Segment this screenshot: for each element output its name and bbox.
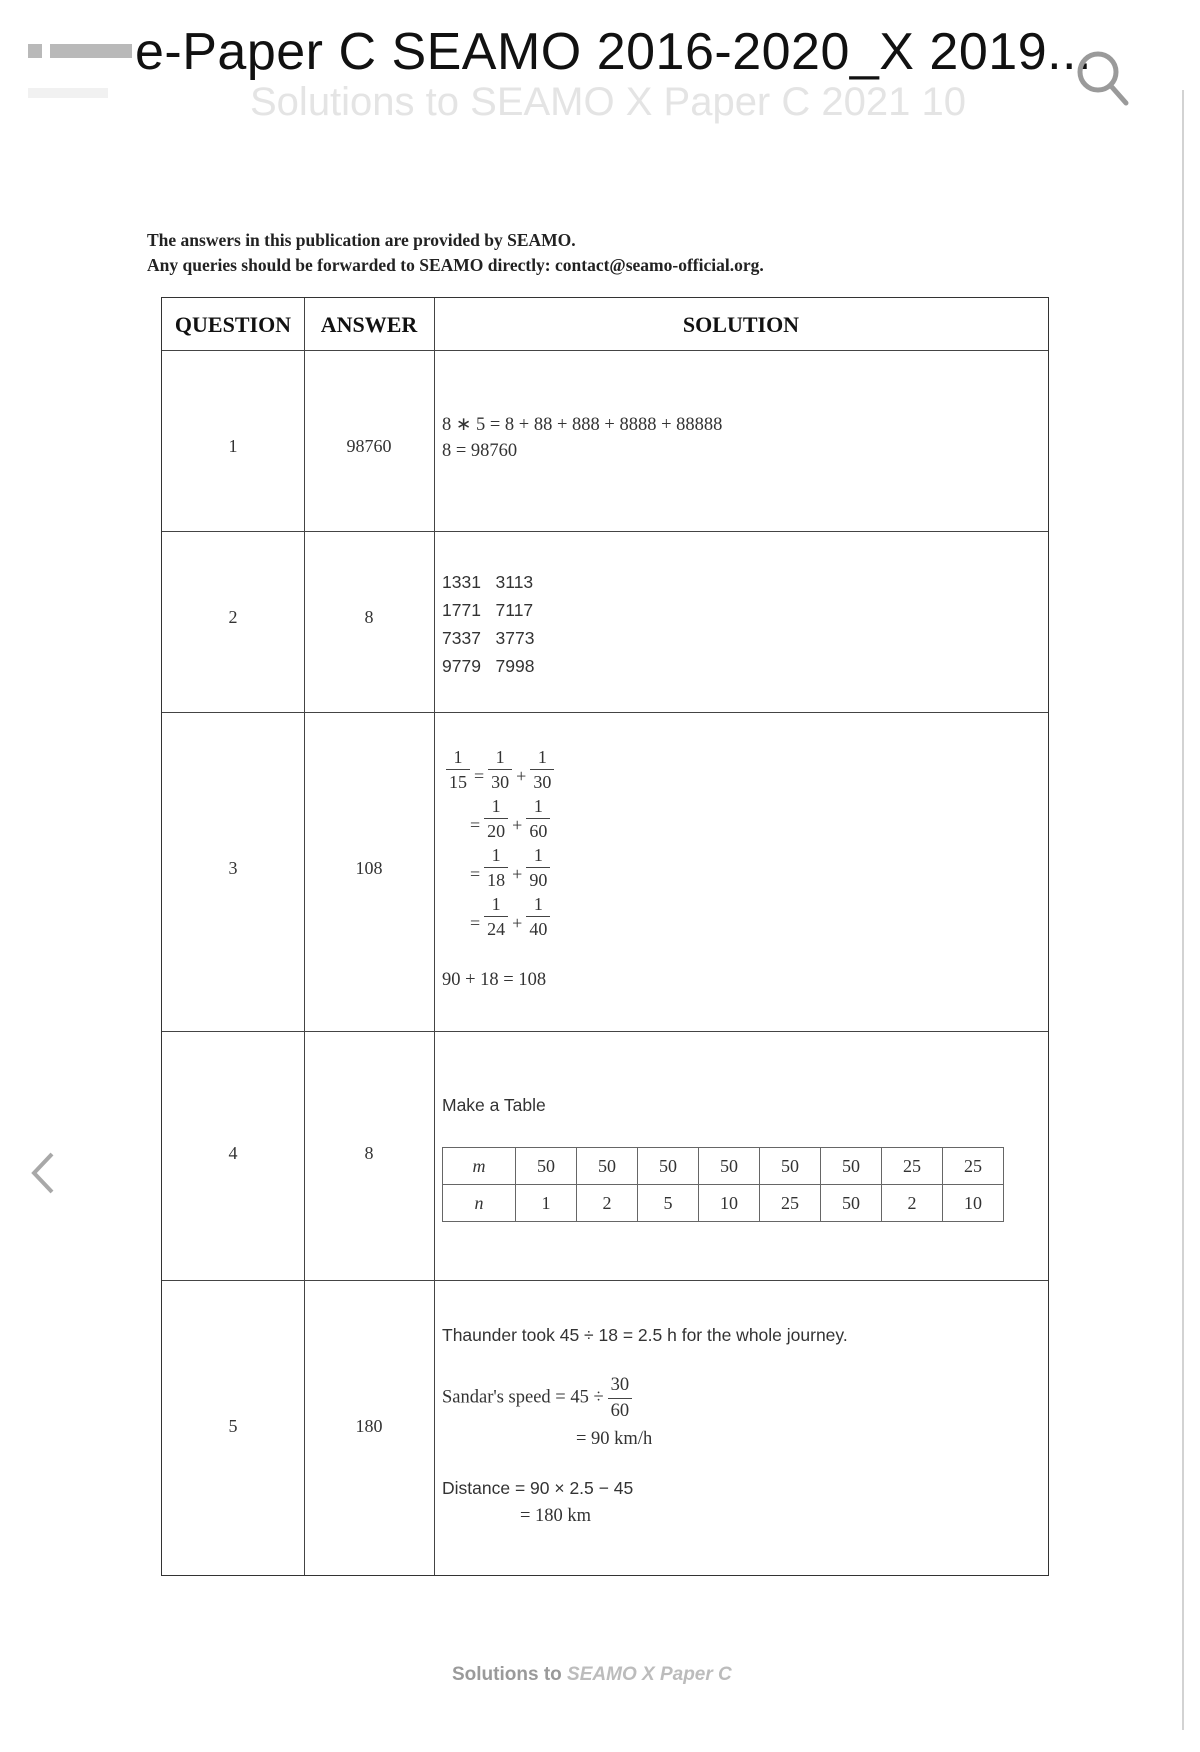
notice-line: The answers in this publication are provided by SEAMO. [147,230,576,250]
header-question: QUESTION [174,312,292,337]
header-answer: ANSWER [320,312,418,337]
question-number: 3 [228,858,238,878]
number-pair: 9779 7998 [442,656,535,676]
fraction-derivation: $\frac{1}{15}$ = $\frac{1}{30}$ + $\frac{1}{30}$ = $\frac{1}{20}$ + $\frac{1}{60}$ = $\frac{1}{18}$ + $\frac{1}{90}$ = $\frac{1}{24}$ + $\frac{1}{40}$ [442,748,642,948]
footer-text: Solutions to [452,1664,562,1685]
number-pair: 1331 3113 [442,572,534,592]
scrollbar-track[interactable] [1182,90,1184,1730]
question-number: 1 [228,436,238,456]
solution-line: 8 = 98760 [442,441,518,461]
publication-notice [147,228,764,278]
solution-line: = 180 km [520,1506,592,1526]
menu-shadow [28,88,108,98]
chevron-left-icon[interactable] [28,1150,58,1196]
number-pair: 1771 7117 [442,600,534,620]
document-subtitle: Solutions to SEAMO X Paper C 2021 10 [250,80,966,124]
solution-line: Thaunder took 45 ÷ 18 = 2.5 h for the whole journey. [442,1325,848,1345]
answer: 8 [364,1143,374,1163]
palindrome-list [442,568,534,680]
table-row: n 1 2 5 10 25 50 2 10 [443,1185,1004,1222]
answer: 8 [364,607,374,627]
factor-table [442,1147,1004,1222]
document-title: e-Paper C SEAMO 2016-2020_X 2019... [135,23,1092,81]
solution-line: Distance = 90 × 2.5 − 45 [442,1478,634,1498]
solution-line: 90 + 18 = 108 [442,970,547,990]
notice-line: Any queries should be forwarded to SEAMO directly: contact@seamo-official.org. [147,255,764,275]
answer: 180 [355,1416,383,1436]
answer: 98760 [346,436,392,456]
question-number: 2 [228,607,238,627]
solution-line: = 90 km/h [576,1429,653,1449]
solutions-table [161,297,1049,1576]
number-pair: 7337 3773 [442,628,535,648]
search-icon[interactable] [1074,48,1130,108]
page-footer [452,1664,732,1686]
menu-icon[interactable] [28,42,108,60]
speed-equation: Sandar's speed = 45 ÷ $\frac{30}{60}$ [442,1376,636,1420]
question-number: 5 [228,1416,238,1436]
header-solution: SOLUTION [682,312,800,337]
answer: 108 [355,858,383,878]
table-row: m 50 50 50 50 50 50 25 25 [443,1148,1004,1185]
footer-watermark: SEAMO X Paper C [567,1664,732,1685]
question-number: 4 [228,1143,238,1163]
solution-line: Make a Table [442,1095,546,1115]
solution-line: 8 ∗ 5 = 8 + 88 + 888 + 8888 + 88888 [442,415,723,435]
